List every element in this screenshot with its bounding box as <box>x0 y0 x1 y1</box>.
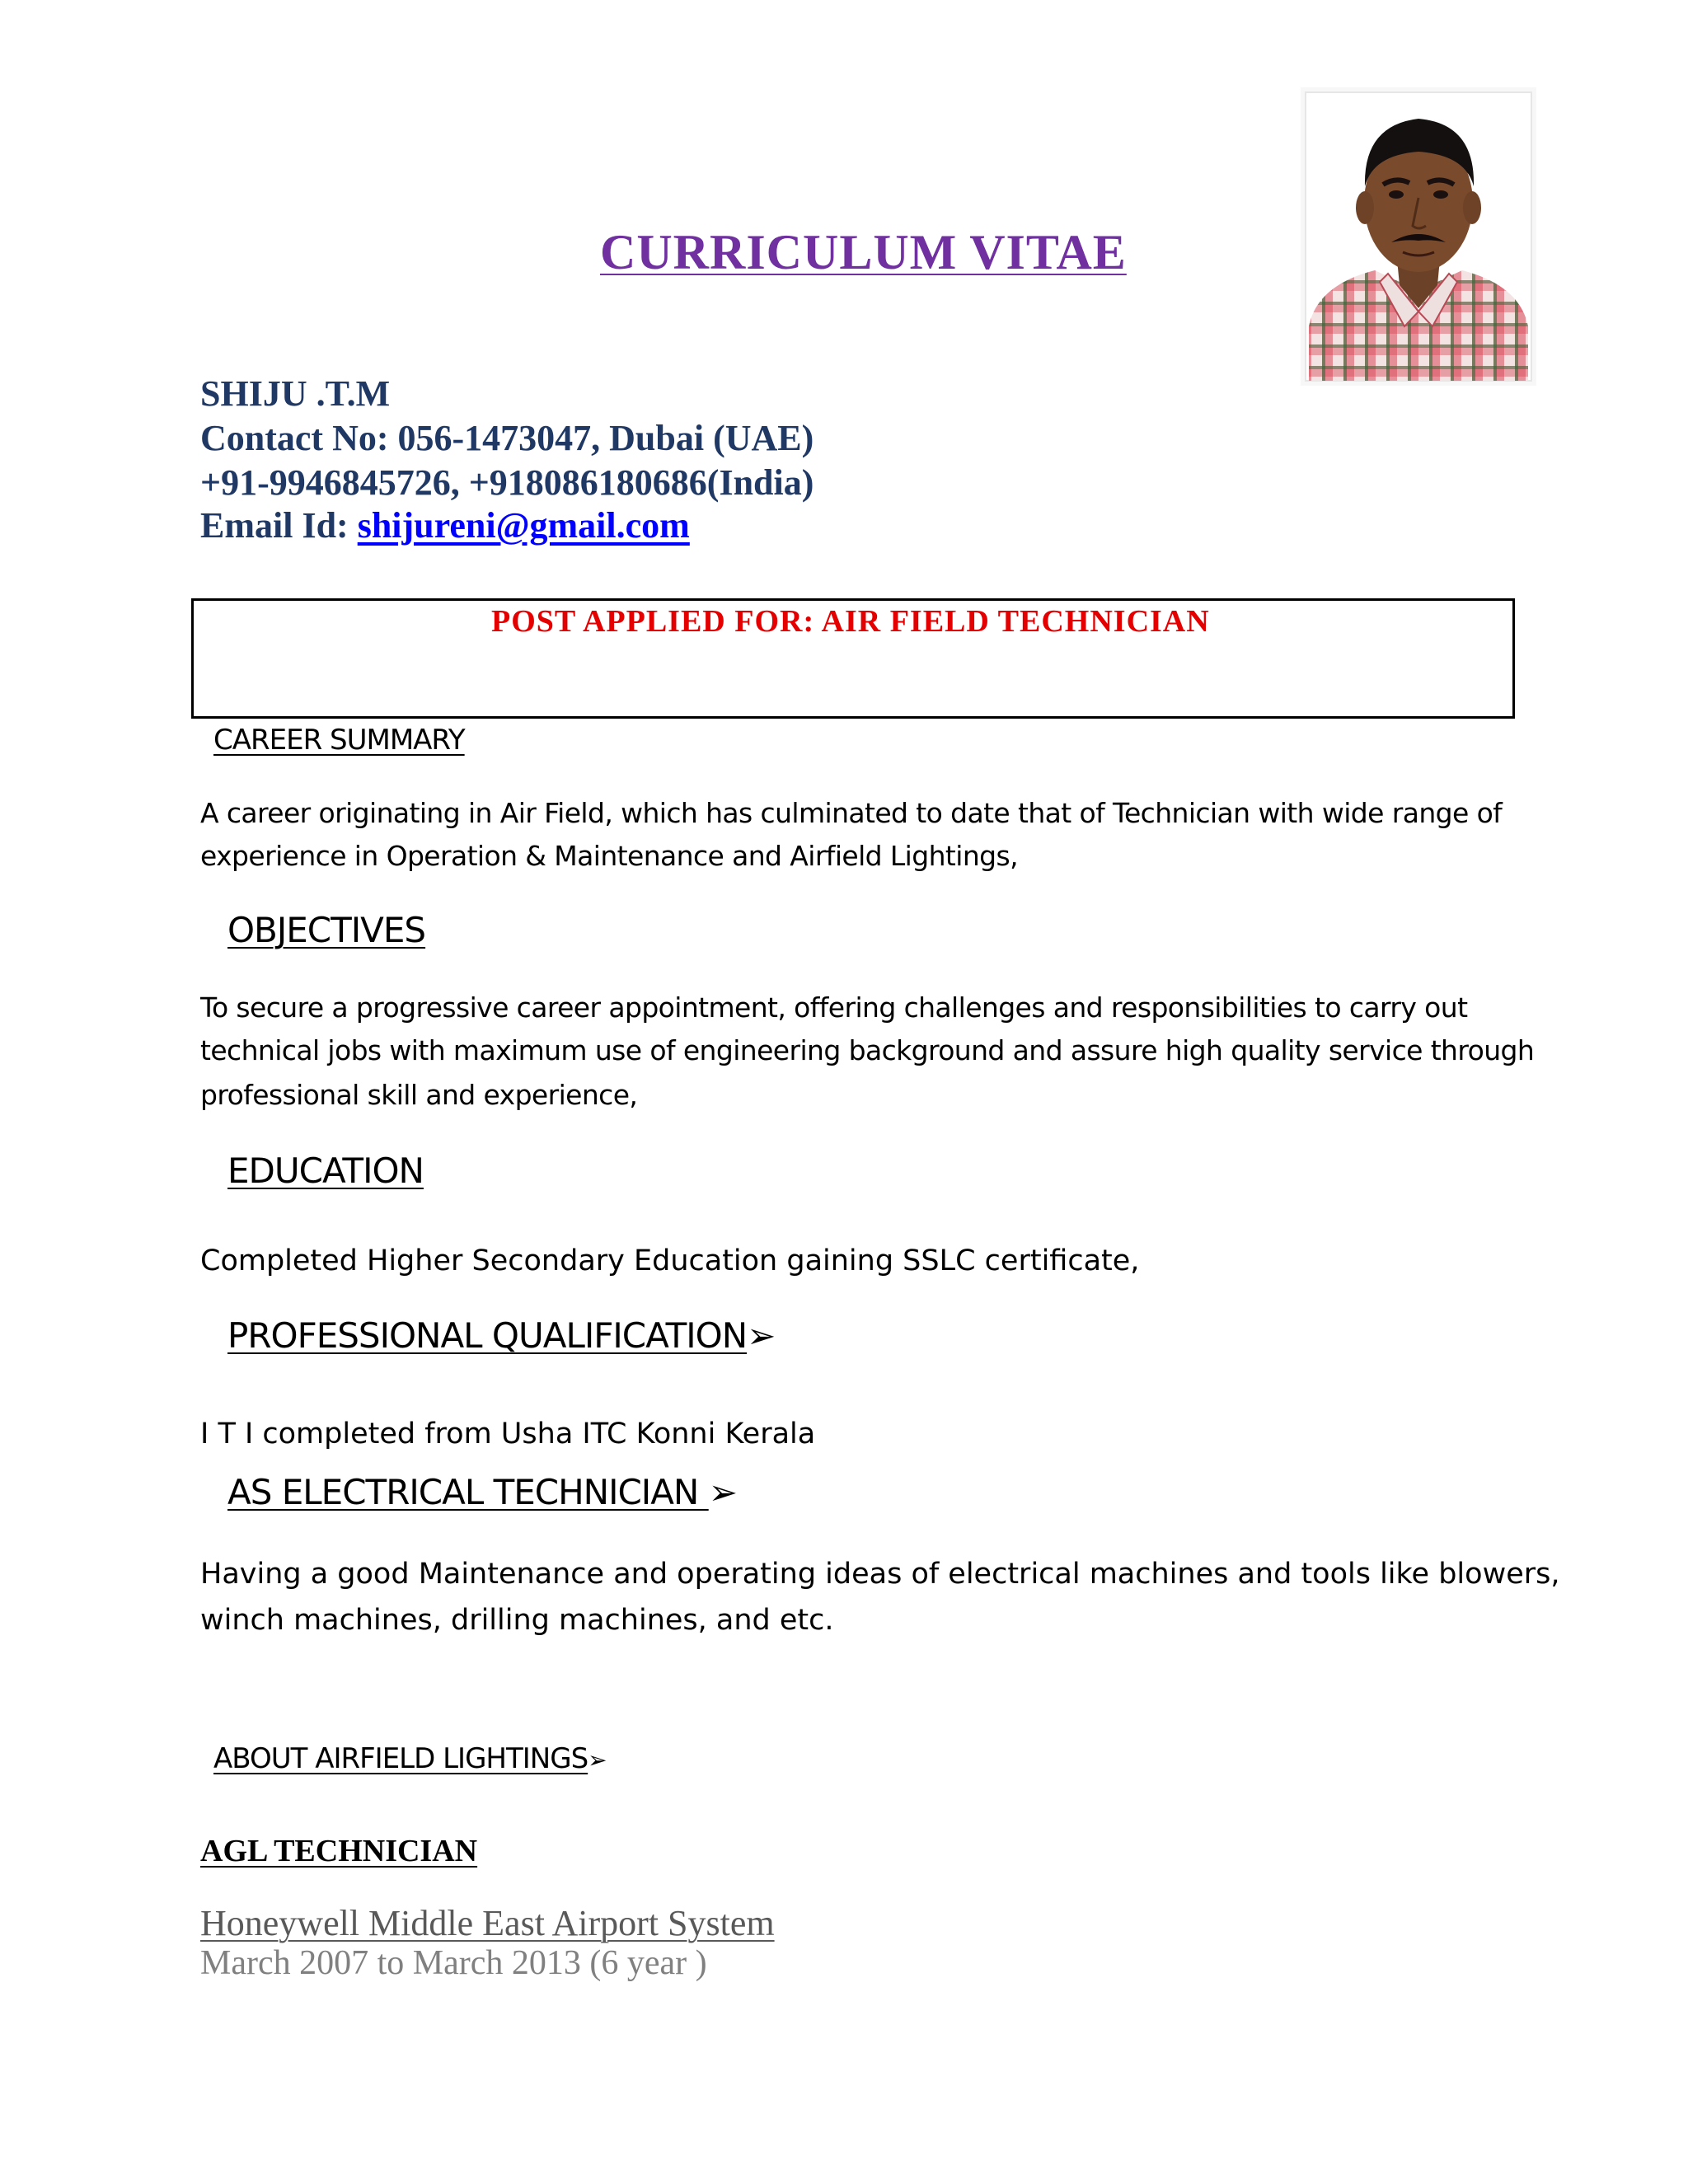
cv-title: CURRICULUM VITAE <box>600 225 1127 279</box>
contact-line-india: +91-9946845726, +918086180686(India) <box>200 462 814 503</box>
electrical-line-1: Having a good Maintenance and operating ideas of electrical machines and tools like blowers, <box>200 1558 1560 1591</box>
heading-education: EDUCATION <box>227 1151 424 1191</box>
arrow-bullet-icon: ➢ <box>747 1315 776 1356</box>
employment-period: March 2007 to March 2013 (6 year ) <box>200 1944 707 1982</box>
education-line-1: Completed Higher Secondary Education gaining SSLC certificate, <box>200 1244 1140 1277</box>
profile-photo <box>1301 87 1536 386</box>
heading-electrical-technician <box>227 1472 737 1512</box>
electrical-line-2: winch machines, drilling machines, and etc. <box>200 1604 834 1637</box>
objectives-line-2: technical jobs with maximum use of engineering background and assure high quality service through <box>200 1034 1535 1066</box>
electrical-technician-label: AS ELECTRICAL TECHNICIAN <box>227 1472 709 1512</box>
arrow-bullet-icon: ➢ <box>708 1472 737 1512</box>
heading-about-airfield-lightings <box>213 1742 607 1775</box>
email-label: Email Id: <box>200 505 349 546</box>
objectives-line-3: professional skill and experience, <box>200 1079 638 1111</box>
candidate-name: SHIJU .T.M <box>200 373 391 414</box>
career-summary-line-1: A career originating in Air Field, which has culminated to date that of Technician with wide range of <box>200 797 1503 829</box>
profile-photo-graphic <box>1301 87 1536 386</box>
career-summary-line-2: experience in Operation & Maintenance and Airfield Lightings, <box>200 840 1018 872</box>
objectives-line-1: To secure a progressive career appointment, offering challenges and responsibilities to carry out <box>200 991 1468 1024</box>
heading-professional-qualification <box>227 1315 775 1356</box>
company-name: Honeywell Middle East Airport System <box>200 1903 775 1943</box>
heading-career-summary: CAREER SUMMARY <box>213 724 465 757</box>
heading-objectives: OBJECTIVES <box>227 910 426 950</box>
professional-line-1: I T I completed from Usha ITC Konni Kerala <box>200 1418 816 1451</box>
professional-qualification-label: PROFESSIONAL QUALIFICATION <box>227 1315 748 1356</box>
role-title: AGL TECHNICIAN <box>200 1834 478 1868</box>
arrow-bullet-icon: ➢ <box>588 1746 607 1774</box>
about-airfield-lightings-label: ABOUT AIRFIELD LIGHTINGS <box>213 1742 588 1775</box>
email-link[interactable]: shijureni@gmail.com <box>357 505 690 546</box>
post-applied-text: POST APPLIED FOR: AIR FIELD TECHNICIAN <box>491 604 1210 639</box>
contact-line-uae: Contact No: 056-1473047, Dubai (UAE) <box>200 418 814 458</box>
email-line <box>200 504 690 546</box>
